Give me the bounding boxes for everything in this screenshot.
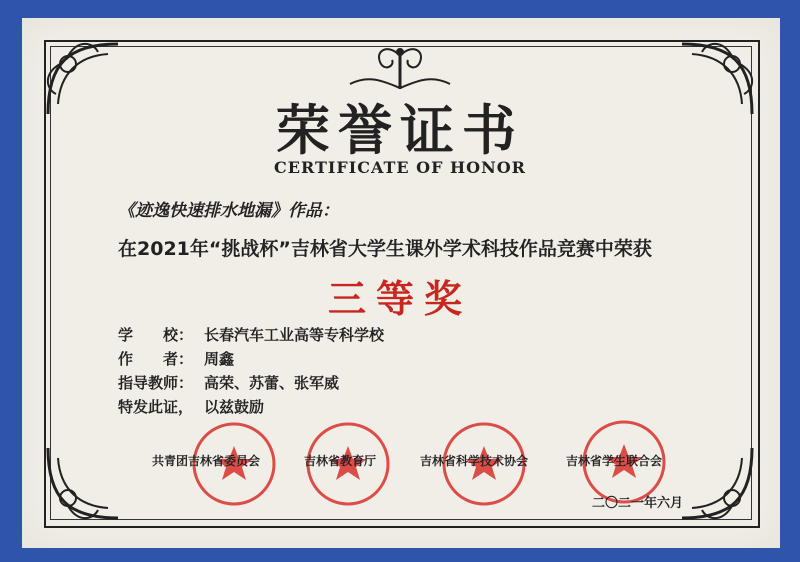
info-advisors bbox=[118, 372, 339, 393]
top-ornament bbox=[340, 44, 460, 94]
org-student-federation: 吉林省学生联合会 bbox=[566, 454, 663, 468]
info-advisors-label: 指导教师： bbox=[118, 374, 194, 392]
certificate-subtitle: CERTIFICATE OF HONOR bbox=[274, 158, 526, 177]
info-author-label: 作 者： bbox=[118, 350, 194, 368]
info-school-label: 学 校： bbox=[118, 326, 194, 344]
corner-ornament-bottom-left bbox=[38, 438, 128, 528]
issue-date: 二〇二一年六月 bbox=[592, 496, 684, 511]
org-education-department: 吉林省教育厅 bbox=[304, 454, 377, 468]
work-title: 《迹逸快速排水地漏》作品： bbox=[118, 201, 339, 221]
info-author bbox=[118, 348, 234, 369]
org-science-association: 吉林省科学技术协会 bbox=[420, 454, 529, 468]
info-school bbox=[118, 324, 384, 345]
award-level: 三等奖 bbox=[327, 277, 472, 321]
award-statement: 在2021年“挑战杯”吉林省大学生课外学术科技作品竞赛中荣获 bbox=[118, 238, 652, 260]
info-closing-label: 特发此证， bbox=[118, 398, 194, 416]
info-advisors-value: 高荣、苏蕾、张军威 bbox=[204, 374, 340, 392]
info-author-value: 周鑫 bbox=[204, 350, 235, 368]
certificate-title: 荣誉证书 bbox=[276, 98, 524, 162]
info-school-value: 长春汽车工业高等专科学校 bbox=[204, 326, 385, 344]
info-closing bbox=[118, 396, 264, 417]
info-closing-value: 以兹鼓励 bbox=[204, 398, 265, 416]
org-youth-league: 共青团吉林省委员会 bbox=[152, 454, 261, 468]
corner-ornament-bottom-right bbox=[672, 438, 762, 528]
